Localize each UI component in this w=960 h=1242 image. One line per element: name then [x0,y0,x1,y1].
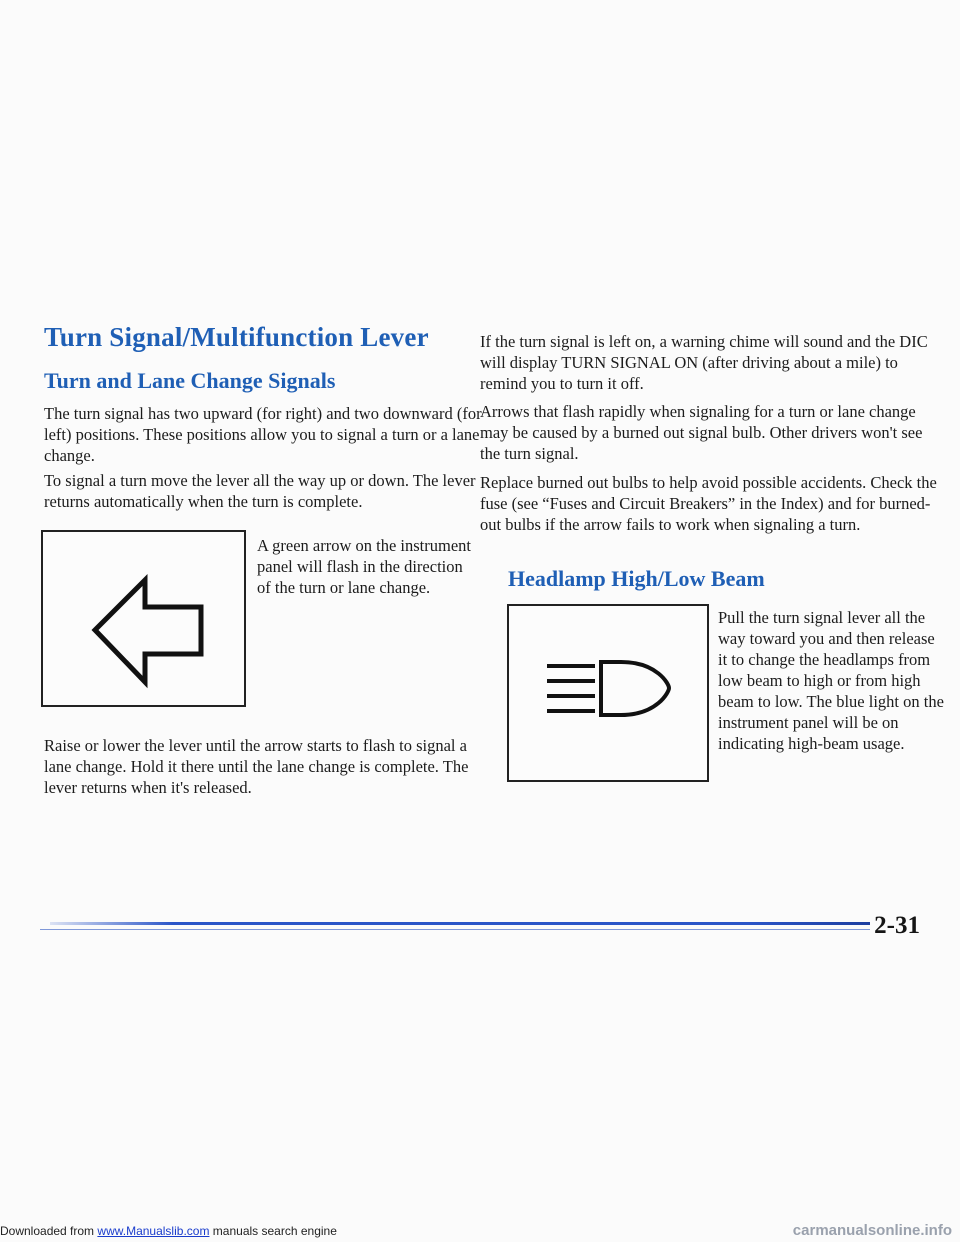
page-rule-thin [40,929,870,930]
turn-arrow-figure [41,530,246,707]
green-arrow-caption: A green arrow on the instrument panel will flash in the direction of the turn or lane change. [257,536,471,597]
footer-suffix: manuals search engine [212,1224,337,1238]
high-low-beam-caption: Pull the turn signal lever all the way toward you and then release it to change the headlamps from low beam to high or from high beam to low. The blue light on the instrument panel will be on indicating high-beam usage. [718,608,944,753]
section-heading-headlamp: Headlamp High/Low Beam [508,566,765,591]
download-footer [0,1224,337,1238]
page-number: 2-31 [874,912,920,939]
turn-signal-positions-text: The turn signal has two upward (for right) and two downward (for left) positions. These positions allow you to signal a turn or a lane change. [44,404,482,465]
high-beam-figure [507,604,709,782]
manualslib-link[interactable]: www.Manualslib.com [97,1224,210,1238]
rapid-flash-text: Arrows that flash rapidly when signaling for a turn or lane change may be caused by a burned out signal bulb. Other drivers won't see the turn signal. [480,402,923,463]
footer-prefix: Downloaded from [0,1224,95,1238]
lane-change-text: Raise or lower the lever until the arrow starts to flash to signal a lane change. Hold it there until the lane change is complete. The lever returns when it's released. [44,736,469,797]
replace-bulbs-text: Replace burned out bulbs to help avoid possible accidents. Check the fuse (see “Fuses and Circuit Breakers” in the Index) and for burned-out bulbs if the arrow fails to work when signaling a turn. [480,473,937,534]
turn-signal-usage-text: To signal a turn move the lever all the way up or down. The lever returns automatically when the turn is complete. [44,471,476,511]
section-heading-turn-lane: Turn and Lane Change Signals [44,368,336,393]
left-arrow-icon [43,532,244,705]
page-rule [50,922,870,925]
page-title: Turn Signal/Multifunction Lever [44,322,429,352]
watermark-logo: carmanualsonline.info [792,1222,952,1239]
turn-signal-left-on-text: If the turn signal is left on, a warning chime will sound and the DIC will display TURN SIGNAL ON (after driving about a mile) to remind you to turn it off. [480,332,928,393]
high-beam-icon [509,606,707,780]
